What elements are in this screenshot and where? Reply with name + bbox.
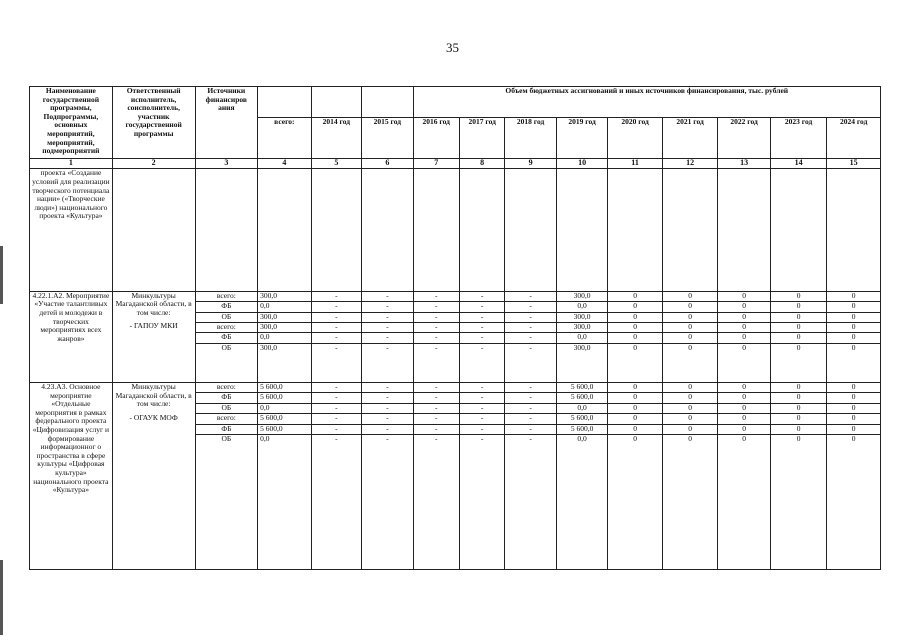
value-cell: - [459, 302, 504, 312]
value-cell: - [311, 302, 361, 312]
value-cell: 0 [608, 291, 663, 301]
table-cell-empty [362, 169, 413, 291]
table-cell-empty [112, 169, 195, 291]
value-cell: 0 [827, 291, 881, 301]
value-cell: - [505, 424, 556, 434]
value-cell: - [362, 333, 413, 343]
value-cell: 0 [827, 302, 881, 312]
value-cell: 0 [770, 393, 827, 403]
value-cell: 0,0 [258, 302, 312, 312]
value-cell: 5 600,0 [556, 383, 607, 393]
funding-source: всего: [195, 414, 258, 424]
value-cell: 0 [827, 403, 881, 413]
funding-source: ОБ [195, 434, 258, 569]
header-total: всего: [258, 117, 312, 159]
value-cell: 300,0 [556, 322, 607, 332]
value-cell: - [459, 322, 504, 332]
value-cell: 300,0 [556, 312, 607, 322]
value-cell: 0 [662, 333, 718, 343]
value-cell: - [459, 393, 504, 403]
value-cell: 300,0 [556, 343, 607, 382]
header-year: 2023 год [770, 117, 827, 159]
value-cell: 0 [718, 424, 770, 434]
value-cell: 0 [662, 393, 718, 403]
value-cell: 0 [770, 403, 827, 413]
value-cell: - [311, 414, 361, 424]
value-cell: 0 [718, 403, 770, 413]
value-cell: 0 [662, 403, 718, 413]
column-number: 9 [505, 159, 556, 169]
scan-edge-mark [0, 560, 3, 635]
header-year: 2017 год [459, 117, 504, 159]
value-cell: 0 [827, 393, 881, 403]
value-cell: 0 [718, 333, 770, 343]
value-cell: 0 [608, 333, 663, 343]
column-number: 10 [556, 159, 607, 169]
value-cell: - [362, 383, 413, 393]
column-number: 15 [827, 159, 881, 169]
value-cell: 0 [608, 343, 663, 382]
value-cell: - [413, 302, 459, 312]
value-cell: 0 [770, 343, 827, 382]
value-cell: 0 [662, 302, 718, 312]
value-cell: - [505, 434, 556, 569]
value-cell: - [505, 403, 556, 413]
table-row [30, 291, 881, 301]
value-cell: 0 [718, 302, 770, 312]
table-cell-empty [827, 169, 881, 291]
column-number: 7 [413, 159, 459, 169]
value-cell: 0 [608, 393, 663, 403]
value-cell: 0,0 [556, 333, 607, 343]
funding-source: ФБ [195, 302, 258, 312]
value-cell: 0 [608, 302, 663, 312]
value-cell: 300,0 [258, 322, 312, 332]
value-cell: - [311, 434, 361, 569]
value-cell: - [362, 291, 413, 301]
executor-main: Минкультуры Магаданской области, в том числе: [112, 291, 195, 322]
value-cell: 0 [608, 322, 663, 332]
value-cell: 0 [608, 414, 663, 424]
table-row [30, 87, 881, 118]
funding-source: ФБ [195, 393, 258, 403]
value-cell: - [362, 424, 413, 434]
value-cell: 0 [827, 434, 881, 569]
value-cell: 0 [827, 424, 881, 434]
value-cell: 0 [608, 434, 663, 569]
value-cell: - [413, 322, 459, 332]
value-cell: - [505, 302, 556, 312]
header-year: 2018 год [505, 117, 556, 159]
value-cell: - [413, 414, 459, 424]
header-blank [311, 87, 361, 118]
value-cell: 0 [770, 312, 827, 322]
header-blank [258, 87, 312, 118]
table-row [30, 169, 881, 291]
value-cell: - [459, 333, 504, 343]
value-cell: 0 [827, 414, 881, 424]
header-year: 2022 год [718, 117, 770, 159]
column-number: 11 [608, 159, 663, 169]
value-cell: 0 [718, 393, 770, 403]
value-cell: - [311, 393, 361, 403]
value-cell: - [413, 403, 459, 413]
value-cell: 0 [770, 414, 827, 424]
table-cell-empty [556, 169, 607, 291]
header-year: 2020 год [608, 117, 663, 159]
executor-sub: - ГАПОУ МКИ [112, 322, 195, 382]
value-cell: 0 [718, 343, 770, 382]
value-cell: 0 [718, 383, 770, 393]
value-cell: - [413, 343, 459, 382]
value-cell: - [362, 322, 413, 332]
value-cell: 5 600,0 [556, 414, 607, 424]
table-cell-empty [311, 169, 361, 291]
value-cell: - [311, 424, 361, 434]
value-cell: - [505, 393, 556, 403]
value-cell: - [311, 322, 361, 332]
scan-edge-mark [0, 246, 3, 304]
column-number: 6 [362, 159, 413, 169]
value-cell: - [505, 291, 556, 301]
value-cell: 0,0 [556, 302, 607, 312]
header-year: 2021 год [662, 117, 718, 159]
header-col-source: Источники финансиров ания [195, 87, 258, 159]
value-cell: - [413, 291, 459, 301]
column-number: 3 [195, 159, 258, 169]
header-year: 2016 год [413, 117, 459, 159]
value-cell: - [362, 312, 413, 322]
value-cell: 5 600,0 [258, 414, 312, 424]
value-cell: 300,0 [258, 312, 312, 322]
table-cell-empty [718, 169, 770, 291]
funding-source: всего: [195, 291, 258, 301]
value-cell: 0 [827, 312, 881, 322]
funding-source: ОБ [195, 312, 258, 322]
value-cell: - [362, 403, 413, 413]
table-cell-empty [662, 169, 718, 291]
value-cell: 0 [770, 434, 827, 569]
value-cell: - [459, 434, 504, 569]
table-cell-empty [195, 169, 258, 291]
value-cell: 300,0 [258, 343, 312, 382]
value-cell: 0 [608, 383, 663, 393]
table-cell-empty [505, 169, 556, 291]
value-cell: - [311, 403, 361, 413]
value-cell: - [459, 424, 504, 434]
value-cell: - [413, 393, 459, 403]
table-cell-empty [413, 169, 459, 291]
table-cell-empty [608, 169, 663, 291]
value-cell: 0 [770, 291, 827, 301]
value-cell: 0 [662, 383, 718, 393]
value-cell: 0 [718, 312, 770, 322]
value-cell: 0 [662, 291, 718, 301]
value-cell: - [505, 312, 556, 322]
value-cell: 0 [662, 322, 718, 332]
column-number: 1 [30, 159, 113, 169]
value-cell: - [459, 383, 504, 393]
value-cell: 0 [718, 322, 770, 332]
value-cell: 0 [608, 312, 663, 322]
value-cell: 0 [827, 333, 881, 343]
column-number: 14 [770, 159, 827, 169]
value-cell: 0 [770, 424, 827, 434]
value-cell: - [413, 312, 459, 322]
value-cell: - [505, 414, 556, 424]
executor-sub: - ОГАУК МОФ [112, 414, 195, 570]
header-col-name: Наименование государственной программы, Подпрограммы, основных мероприятий, мероприятий, подмероприятий [30, 87, 113, 159]
value-cell: 0 [770, 322, 827, 332]
value-cell: 0 [770, 383, 827, 393]
value-cell: 5 600,0 [258, 383, 312, 393]
section-name: 4.22.1.А2. Мероприятие «Участие талантливых детей и молодежи в творческих мероприятиях всех жанров» [30, 291, 113, 382]
value-cell: - [459, 291, 504, 301]
table-row [30, 414, 881, 424]
table-row [30, 383, 881, 393]
header-year: 2019 год [556, 117, 607, 159]
value-cell: - [413, 424, 459, 434]
value-cell: 0 [662, 424, 718, 434]
value-cell: 0 [662, 343, 718, 382]
value-cell: 5 600,0 [556, 424, 607, 434]
column-number: 8 [459, 159, 504, 169]
value-cell: - [311, 312, 361, 322]
value-cell: 0,0 [258, 333, 312, 343]
value-cell: 300,0 [258, 291, 312, 301]
column-number: 13 [718, 159, 770, 169]
header-funding-title: Объем бюджетных ассигнований и иных источников финансирования, тыс. рублей [413, 87, 880, 118]
value-cell: - [459, 312, 504, 322]
value-cell: 0,0 [556, 403, 607, 413]
value-cell: - [362, 434, 413, 569]
header-blank [362, 87, 413, 118]
value-cell: - [362, 343, 413, 382]
value-cell: - [413, 434, 459, 569]
budget-table [29, 86, 881, 570]
value-cell: - [311, 291, 361, 301]
value-cell: 0,0 [556, 434, 607, 569]
value-cell: - [459, 414, 504, 424]
value-cell: 0 [608, 403, 663, 413]
value-cell: 0 [827, 343, 881, 382]
value-cell: 0 [718, 434, 770, 569]
value-cell: - [362, 414, 413, 424]
header-year: 2024 год [827, 117, 881, 159]
table-cell-empty [770, 169, 827, 291]
value-cell: 0 [827, 383, 881, 393]
value-cell: - [413, 333, 459, 343]
header-year: 2015 год [362, 117, 413, 159]
value-cell: 5 600,0 [258, 424, 312, 434]
row-name-continued: проекта «Создание условий для реализации творческого потенциала нации» («Творческие люди») национального проекта «Культура» [30, 169, 113, 291]
column-number: 2 [112, 159, 195, 169]
table-row [30, 159, 881, 169]
value-cell: 300,0 [556, 291, 607, 301]
column-number: 4 [258, 159, 312, 169]
value-cell: 0,0 [258, 403, 312, 413]
value-cell: - [505, 343, 556, 382]
value-cell: 0 [718, 414, 770, 424]
value-cell: - [362, 302, 413, 312]
table-cell-empty [459, 169, 504, 291]
funding-source: всего: [195, 383, 258, 393]
value-cell: 0 [662, 312, 718, 322]
value-cell: 0 [770, 333, 827, 343]
header-col-executor: Ответственный исполнитель, соисполнитель, участник государственной программы [112, 87, 195, 159]
funding-source: ОБ [195, 343, 258, 382]
value-cell: - [311, 383, 361, 393]
value-cell: - [311, 343, 361, 382]
value-cell: - [459, 343, 504, 382]
value-cell: - [505, 333, 556, 343]
funding-source: ФБ [195, 424, 258, 434]
value-cell: - [362, 393, 413, 403]
value-cell: 0,0 [258, 434, 312, 569]
executor-main: Минкультуры Магаданской области, в том числе: [112, 383, 195, 414]
value-cell: - [505, 322, 556, 332]
section-name: 4.23.А3. Основное мероприятие «Отдельные мероприятия в рамках федерального проекта «Цифровизация услуг и формирование информационног о пространства в сфере культуры «Цифровая культура» национального проекта «Культура» [30, 383, 113, 570]
header-year: 2014 год [311, 117, 361, 159]
value-cell: - [413, 383, 459, 393]
value-cell: 0 [827, 322, 881, 332]
value-cell: - [459, 403, 504, 413]
table-cell-empty [258, 169, 312, 291]
column-number: 5 [311, 159, 361, 169]
value-cell: - [311, 333, 361, 343]
page-number: 35 [446, 40, 459, 55]
table-row [30, 322, 881, 332]
funding-source: ОБ [195, 403, 258, 413]
funding-source: ФБ [195, 333, 258, 343]
value-cell: - [505, 383, 556, 393]
value-cell: 5 600,0 [258, 393, 312, 403]
value-cell: 0 [608, 424, 663, 434]
column-number: 12 [662, 159, 718, 169]
funding-source: всего: [195, 322, 258, 332]
value-cell: 0 [662, 434, 718, 569]
value-cell: 0 [662, 414, 718, 424]
value-cell: 0 [770, 302, 827, 312]
value-cell: 0 [718, 291, 770, 301]
value-cell: 5 600,0 [556, 393, 607, 403]
